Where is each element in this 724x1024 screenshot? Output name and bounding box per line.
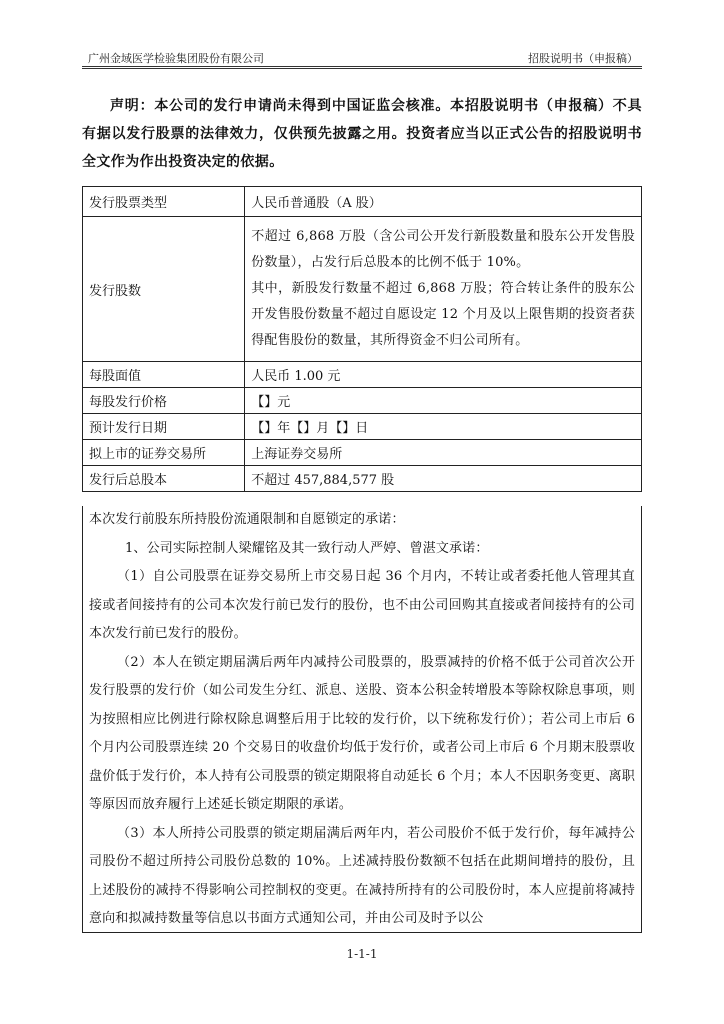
lockup-item-1: 1、公司实际控制人梁耀铭及其一致行动人严婷、曾湛文承诺： — [125, 540, 489, 556]
par-value-value: 人民币 1.00 元 — [245, 362, 642, 388]
share-count-paragraph-1: 不超过 6,868 万股（含公司公开发行新股数量和股东公开发售股份数量），占发行后总股本的比例不低于 10%。 — [251, 229, 635, 270]
par-value-label: 每股面值 — [83, 362, 245, 388]
header-document-title: 招股说明书（申报稿） — [528, 52, 638, 65]
share-count-label: 发行股数 — [83, 217, 245, 362]
table-row — [83, 217, 642, 362]
lockup-heading: 本次发行前股东所持股份流通限制和自愿锁定的承诺： — [89, 512, 405, 527]
table-row — [83, 388, 642, 414]
lockup-paragraph-1: （1）自公司股票在证券交易所上市交易日起 36 个月内，不转让或者委托他人管理其直接或者间接持有的公司本次发行前已发行的股份，也不由公司回购其直接或者间接持有的公司本次发行前已发行的股份。 — [89, 569, 635, 641]
issue-price-label: 每股发行价格 — [83, 388, 245, 414]
share-count-value — [245, 217, 642, 362]
page-number: 1-1-1 — [346, 947, 378, 961]
table-row — [83, 440, 642, 466]
header-divider — [82, 66, 642, 69]
header-company-name: 广州金域医学检验集团股份有限公司 — [88, 52, 264, 65]
page-header — [82, 50, 642, 66]
table-row — [83, 414, 642, 440]
disclaimer-statement: 声明：本公司的发行申请尚未得到中国证监会核准。本招股说明书（申报稿）不具有据以发行股票的法律效力，仅供预先披露之用。投资者应当以正式公告的招股说明书全文作为作出投资决定的依据。 — [82, 98, 642, 170]
lockup-paragraph-3: （3）本人所持公司股票的锁定期届满后两年内，若公司股价不低于发行价，每年减持公司股份不超过所持公司股份总数的 10%。上述减持股份数额不包括在此期间增持的股份，且上述股份的减持不得影响公司控制权的变更。在减持所持有的公司股份时，本人应提前将减持意向和拟减持数量等信息以书面方式通知公司，并由公司及时予以公 — [89, 825, 635, 926]
total-shares-label: 发行后总股本 — [83, 466, 245, 492]
offering-summary-table — [82, 186, 642, 492]
share-type-value: 人民币普通股（A 股） — [245, 187, 642, 217]
exchange-label: 拟上市的证券交易所 — [83, 440, 245, 466]
table-row — [83, 187, 642, 217]
exchange-value: 上海证券交易所 — [245, 440, 642, 466]
issue-price-value: 【】元 — [245, 388, 642, 414]
issue-date-value: 【】年【】月【】日 — [245, 414, 642, 440]
share-type-label: 发行股票类型 — [83, 187, 245, 217]
lockup-commitment-section — [82, 506, 642, 933]
share-count-paragraph-2: 其中，新股发行数量不超过 6,868 万股；符合转让条件的股东公开发售股份数量不超过自愿设定 12 个月及以上限售期的投资者获得配售股份的数量，其所得资金不归公司所有。 — [251, 281, 635, 348]
lockup-paragraph-2: （2）本人在锁定期届满后两年内减持公司股票的，股票减持的价格不低于公司首次公开发行股票的发行价（如公司发生分红、派息、送股、资本公积金转增股本等除权除息事项，则为按照相应比例进行除权除息调整后用于比较的发行价，以下统称发行价）；若公司上市后 6 个月内公司股票连续 20 个交易日的收盘价均低于发行价，或者公司上市后 6 个月期末股票收盘价低于发行价，本人持有公司股票的锁定期限将自动延长 6 个月；本人不因职务变更、离职等原因而放弃履行上述延长锁定期限的承诺。 — [89, 654, 635, 812]
issue-date-label: 预计发行日期 — [83, 414, 245, 440]
table-row — [83, 466, 642, 492]
total-shares-value: 不超过 457,884,577 股 — [245, 466, 642, 492]
table-row — [83, 362, 642, 388]
